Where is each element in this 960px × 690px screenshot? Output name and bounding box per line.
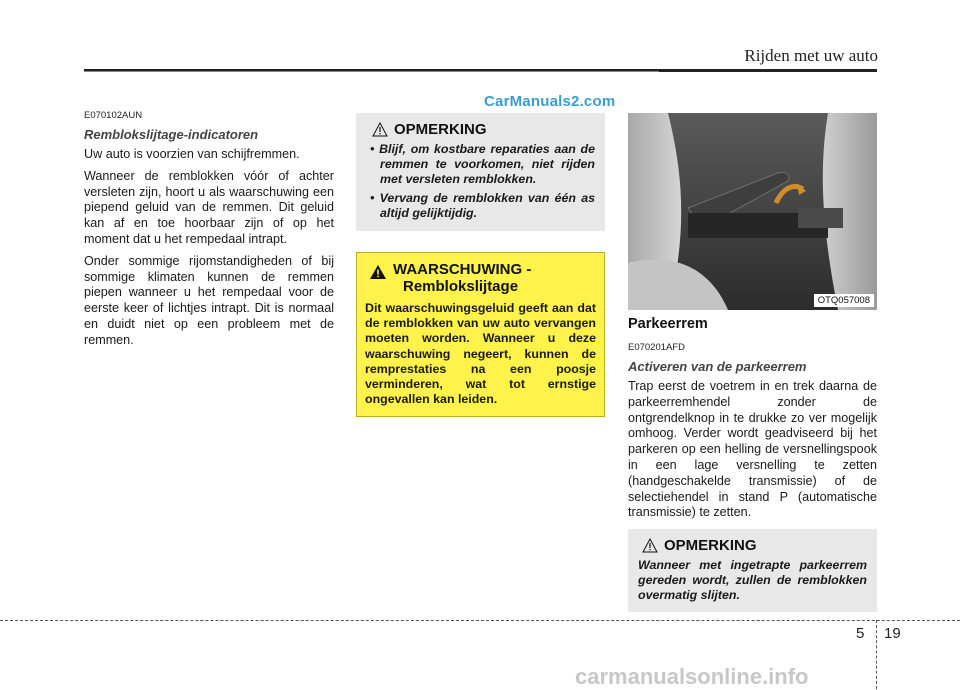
watermark-bottom: carmanualsonline.info bbox=[575, 664, 809, 689]
section-title-parkeerrem: Parkeerrem bbox=[628, 316, 708, 332]
subheading-activate: Activeren van de parkeerrem bbox=[628, 359, 807, 374]
footer-divider bbox=[876, 620, 877, 689]
note-bullet: • Vervang de remblokken van één as altijd gelijktijdig. bbox=[370, 191, 595, 220]
subheading-brake-wear: Remblokslijtage-indicatoren bbox=[84, 127, 259, 142]
photo-caption: OTQ057008 bbox=[814, 294, 874, 307]
paragraph: Wanneer de remblokken vóór of achter versleten zijn, hoort u als waarschuwing een piepend geluid van de remmen. Dit geluid kan af en toe hoorbaar zijn of op het moment dat u het rempedaal intrapt. bbox=[84, 168, 334, 246]
caution-icon bbox=[372, 122, 388, 137]
paragraph: Uw auto is voorzien van schijfremmen. bbox=[84, 147, 300, 161]
chapter-number: 5 bbox=[856, 625, 865, 642]
parking-brake-illustration bbox=[628, 113, 877, 310]
warning-box bbox=[356, 252, 605, 417]
footer-rule bbox=[0, 620, 960, 621]
left-column bbox=[84, 110, 334, 355]
page-number: 19 bbox=[884, 625, 901, 642]
warning-icon bbox=[369, 264, 387, 280]
caution-icon bbox=[642, 538, 658, 553]
note-title: OPMERKING bbox=[394, 121, 487, 138]
note-title: OPMERKING bbox=[664, 537, 757, 554]
warning-text: Dit waarschuwingsgeluid geeft aan dat de remblokken van uw auto vervangen moeten worden. Wanneer u deze waarschuwing negeert, kunnen de remprestaties na een poosje verminderen, wat tot ernstige ongevallen kan leiden. bbox=[365, 301, 596, 407]
section-code: E070102AUN bbox=[84, 110, 143, 121]
right-column bbox=[628, 316, 877, 527]
paragraph: Trap eerst de voetrem in en trek daarna de parkeerremhendel zonder de ontgrendelknop in te drukke zo ver mogelijk omhoog. Verder wordt geadviseerd bij het parkeren op een helling de versnellingspook in een lage versnelling te zetten (handgeschakelde transmissie) of de selectiehendel in stand P (automatische transmissie) te zetten. bbox=[628, 379, 877, 520]
note-bullet: • Blijf, om kostbare reparaties aan de remmen te voorkomen, niet rijden met versleten remblokken. bbox=[370, 142, 595, 186]
warning-title: WAARSCHUWING - bbox=[393, 261, 532, 278]
section-code: E070201AFD bbox=[628, 342, 686, 353]
header-title: Rijden met uw auto bbox=[744, 46, 878, 65]
header-rule-thin bbox=[84, 71, 659, 72]
note-box bbox=[628, 529, 877, 612]
note-text: Wanneer met ingetrapte parkeerrem gereden wordt, zullen de remblokken overmatig slijten. bbox=[638, 558, 867, 602]
paragraph: Onder sommige rijomstandigheden of bij sommige klimaten kunnen de remmen piepen wanneer u het rempedaal voor de eerste keer of lichtjes intrapt. Dit is normaal en duidt niet op een probleem met de remmen. bbox=[84, 253, 334, 347]
warning-subtitle: Remblokslijtage bbox=[403, 278, 519, 295]
note-box bbox=[356, 113, 605, 231]
parking-brake-photo bbox=[628, 113, 877, 310]
watermark-top: CarManuals2.com bbox=[484, 93, 616, 110]
